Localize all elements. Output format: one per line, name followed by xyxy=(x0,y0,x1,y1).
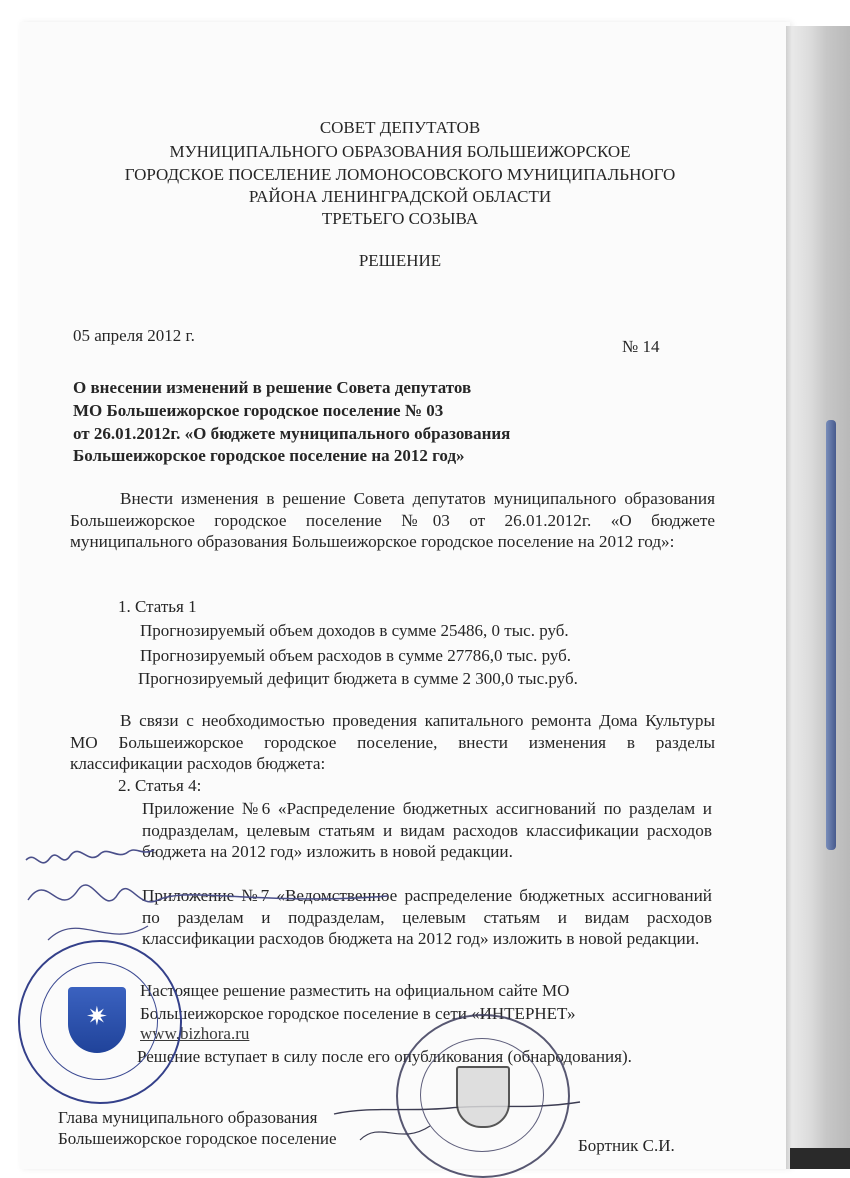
subject-line-4: Большеижорское городское поселение на 2012 год» xyxy=(73,446,465,465)
effective-clause: Решение вступает в силу после его опубликования (обнародования). xyxy=(137,1047,632,1066)
reason-paragraph: В связи с необходимостью проведения капитального ремонта Дома Культуры МО Большеижорское городское поселение, внести изменения в разделы классификации расходов бюджета: xyxy=(70,711,715,773)
document-type: РЕШЕНИЕ xyxy=(358,251,442,270)
signature-name: Бортник С.И. xyxy=(578,1136,675,1155)
article-1-heading: 1. Статья 1 xyxy=(118,597,197,616)
appendix-7-text: Приложение №7 «Ведомственное распределение бюджетных ассигнований по разделам и подразделам, целевым статьям и видам расходов классификации расходов бюджета на 2012 год» изложить в новой редакции. xyxy=(142,886,712,948)
official-stamp-right xyxy=(396,1014,570,1178)
subject-line-1: О внесении изменений в решение Совета депутатов xyxy=(73,378,472,397)
handwritten-signature xyxy=(18,830,418,950)
document-number: № 14 xyxy=(622,337,660,356)
subject-line-3: от 26.01.2012г. «О бюджете муниципального образования xyxy=(73,424,511,443)
article-1-deficit: Прогнозируемый дефицит бюджета в сумме 2 300,0 тыс.руб. xyxy=(138,669,578,688)
website-link[interactable]: www.bizhora.ru xyxy=(140,1024,250,1043)
star-icon: ✷ xyxy=(86,1002,108,1032)
publish-line-2: Большеижорское городское поселение в сети «ИНТЕРНЕТ» xyxy=(140,1004,576,1023)
article-4-heading: 2. Статья 4: xyxy=(118,776,202,795)
header-line-2: МУНИЦИПАЛЬНОГО ОБРАЗОВАНИЯ БОЛЬШЕИЖОРСКОЕ xyxy=(169,142,631,161)
signature-title-2: Большеижорское городское поселение xyxy=(58,1129,337,1148)
article-1-expense: Прогнозируемый объем расходов в сумме 27786,0 тыс. руб. xyxy=(140,646,572,665)
document-date: 05 апреля 2012 г. xyxy=(73,326,195,345)
signature-title-1: Глава муниципального образования xyxy=(58,1108,318,1127)
header-line-4: РАЙОНА ЛЕНИНГРАДСКОЙ ОБЛАСТИ xyxy=(248,187,552,206)
article-1-income: Прогнозируемый объем доходов в сумме 25486, 0 тыс. руб. xyxy=(140,621,569,640)
subject-line-2: МО Большеижорское городское поселение № 03 xyxy=(73,401,444,420)
appendix-6-text: Приложение №6 «Распределение бюджетных ассигнований по разделам и подразделам, целевым статьям и видам расходов классификации расходов бюджета на 2012 год» изложить в новой редакции. xyxy=(142,799,712,861)
official-stamp-left xyxy=(18,940,182,1104)
publish-line-1: Настоящее решение разместить на официальном сайте МО xyxy=(140,981,570,1000)
header-line-3: ГОРОДСКОЕ ПОСЕЛЕНИЕ ЛОМОНОСОВСКОГО МУНИЦИПАЛЬНОГО xyxy=(124,165,676,184)
scan-edge xyxy=(790,1148,850,1169)
header-line-1: СОВЕТ ДЕПУТАТОВ xyxy=(319,118,481,137)
intro-paragraph: Внести изменения в решение Совета депутатов муниципального образования Большеижорское городское поселение №03 от 26.01.2012г. «О бюджете муниципального образования Большеижорское городское поселение на 2012 год»: xyxy=(70,489,715,551)
coat-of-arms-icon-2 xyxy=(456,1066,510,1128)
header-line-5: ТРЕТЬЕГО СОЗЫВА xyxy=(321,209,479,228)
binder-edge xyxy=(826,420,836,850)
